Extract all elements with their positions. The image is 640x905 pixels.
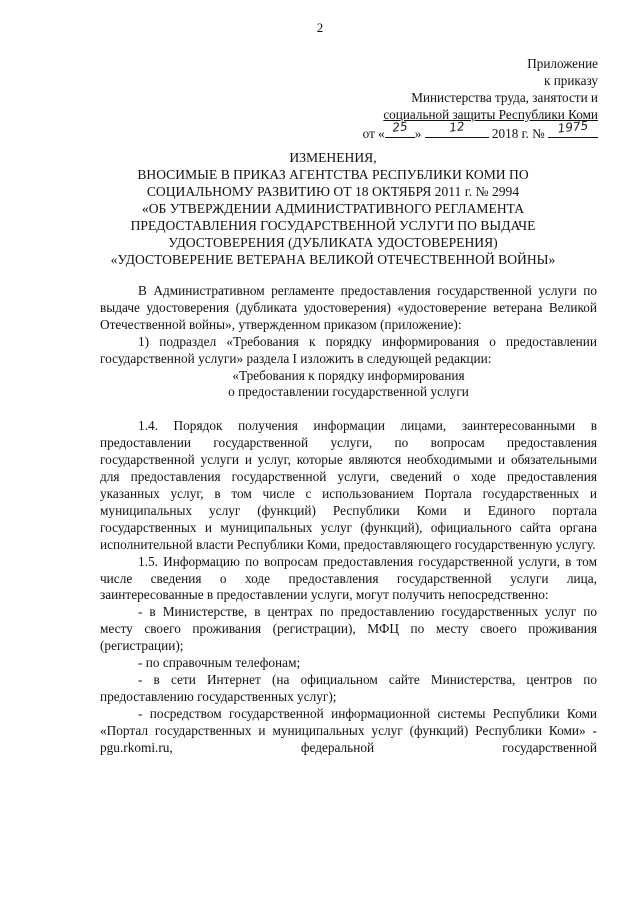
approval-date-line (298, 118, 598, 142)
day-handwritten: 25 (391, 119, 409, 135)
list-item-phones: - по справочным телефонам; (138, 655, 301, 671)
month-handwritten: 12 (448, 119, 465, 135)
approval-block (298, 55, 598, 142)
list-item-internet: - в сети Интернет (на официальном сайте Министерства, центров по предоставлению государственных услуг); (100, 671, 597, 704)
title-line-6: УДОСТОВЕРЕНИЯ (ДУБЛИКАТА УДОСТОВЕРЕНИЯ) (168, 235, 498, 250)
approval-line-2: к приказу (544, 73, 598, 88)
month-field (425, 119, 489, 138)
title-line-5: ПРЕДОСТАВЛЕНИЯ ГОСУДАРСТВЕННОЙ УСЛУГИ ПО ВЫДАЧЕ (130, 218, 536, 233)
spacer (100, 401, 597, 418)
number-field (548, 118, 598, 138)
title-line-4: «ОБ УТВЕРЖДЕНИИ АДМИНИСТРАТИВНОГО РЕГЛАМЕНТА (141, 201, 525, 216)
approval-line-3: Министерства труда, занятости и (411, 90, 598, 105)
title-line-1: ИЗМЕНЕНИЯ, (289, 150, 377, 165)
approval-line-4: социальной защиты Республики Коми (383, 107, 598, 122)
page-number: 2 (316, 20, 324, 35)
paragraph-item-1: 1) подраздел «Требования к порядку информирования о предоставлении государственной услуги» раздела I изложить в следующей редакции: (100, 333, 597, 366)
document-body (100, 283, 597, 756)
list-item-portal: - посредством государственной информационной системы Республики Коми «Портал государственных и муниципальных услуг (функций) Республики Коми» - pgu.rkomi.ru, федеральной государственной (100, 705, 597, 755)
approval-from-label: от « (362, 126, 385, 141)
approval-year-label: 2018 г. № (491, 126, 545, 141)
title-line-7: «УДОСТОВЕРЕНИЕ ВЕТЕРАНА ВЕЛИКОЙ ОТЕЧЕСТВЕННОЙ ВОЙНЫ» (110, 252, 556, 267)
approval-mid-label: » (414, 126, 422, 141)
list-item-ministry: - в Министерстве, в центрах по предоставлению государственных услуг по месту своего проживания (регистрации), МФЦ по месту своего проживания (регистрации); (100, 604, 597, 654)
approval-line-1: Приложение (527, 56, 598, 71)
paragraph-1-5: 1.5. Информацию по вопросам предоставления государственной услуги, в том числе сведения о ходе предоставления государственной услуги лица, заинтересованные в предоставлении услуги, могут получить непосредственно: (100, 553, 597, 603)
day-field (385, 119, 415, 138)
paragraph-1-4: 1.4. Порядок получения информации лицами, заинтересованными в предоставлении государственной услуги, по вопросам предоставления государственной услуги и услуг, которые являются необходимыми и обязательными для предоставления государственной услуги, сведений о ходе предоставления указанных услуг, в том числе с использованием Портала государственных и муниципальных услуг (функций) Республики Коми и Единого портала государственных и муниципальных услуг (функций), официального сайта органа исполнительной власти Республики Коми, предоставляющего государственную услугу. (100, 418, 597, 552)
subheading-line-2: о предоставлении государственной услуги (228, 384, 469, 400)
number-handwritten: 1975 (557, 118, 589, 136)
paragraph-intro: В Административном регламенте предоставления государственной услуги по выдаче удостоверения (дубликата удостоверения) «удостоверение ветерана Великой Отечественной войны», утвержденном приказом (приложение): (100, 283, 597, 332)
subheading-line-1: «Требования к порядку информирования (232, 367, 465, 383)
title-line-3: СОЦИАЛЬНОМУ РАЗВИТИЮ ОТ 18 ОКТЯБРЯ 2011 г. № 2994 (146, 184, 520, 199)
title-line-2: ВНОСИМЫЕ В ПРИКАЗ АГЕНТСТВА РЕСПУБЛИКИ КОМИ ПО (137, 167, 529, 182)
document-title (78, 149, 588, 268)
